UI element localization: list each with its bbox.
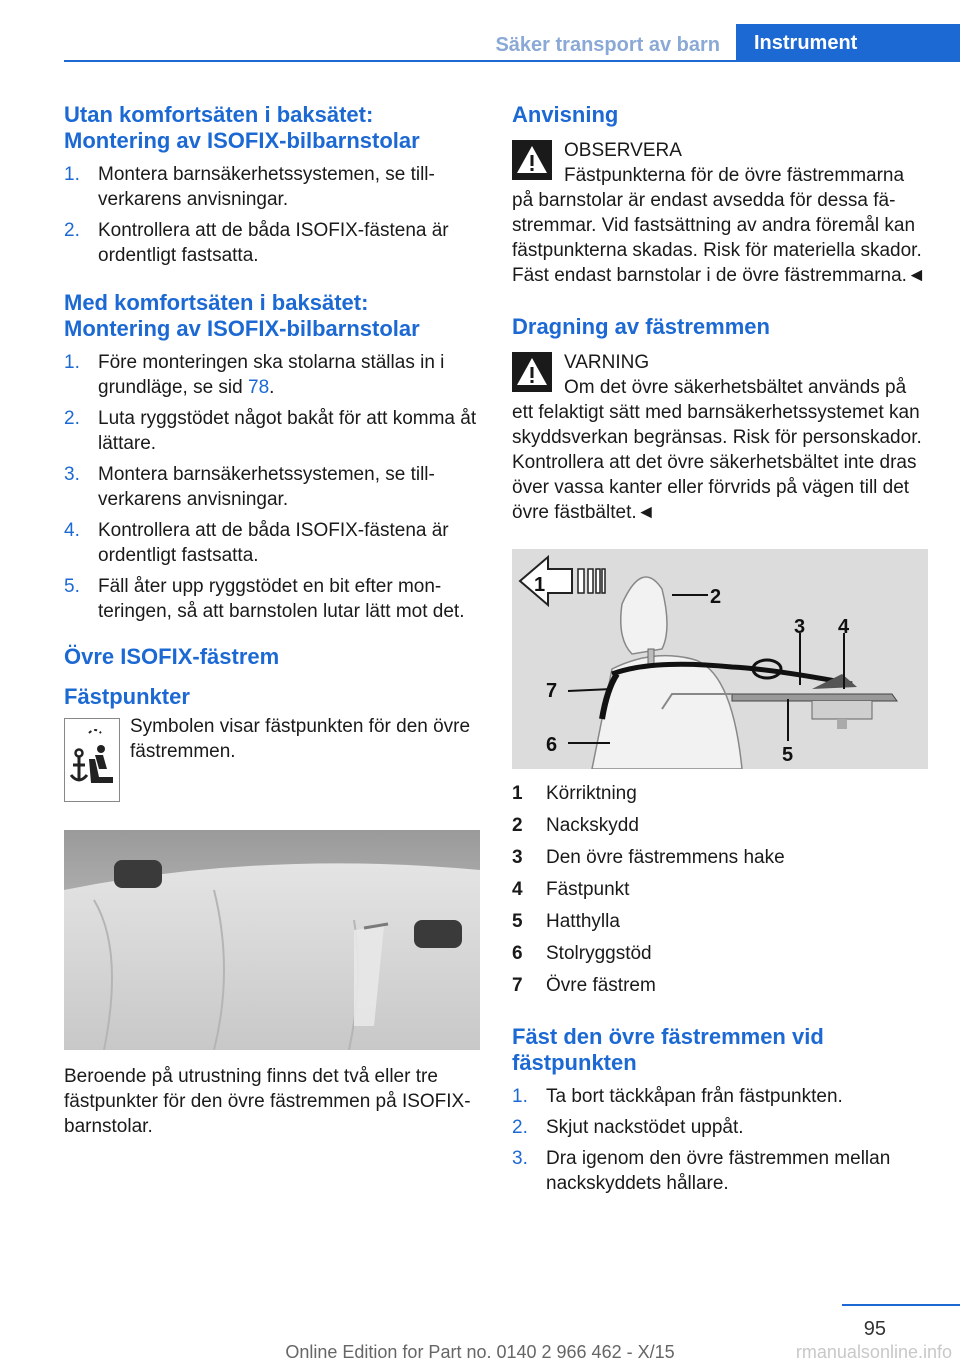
steps-attach-tether — [512, 1084, 928, 1196]
list-item: 6 Stolryggstöd — [512, 943, 652, 964]
page-number: 95 — [863, 1318, 886, 1340]
symbol-block — [64, 714, 480, 806]
symbol-description: Symbolen visar fästpunkten för den övre fästremmen. — [130, 716, 471, 762]
warning-text: Om det övre säkerhetsbältet används på ett felaktigt sätt med barnsäkerhetssystemet kan skyddsverkan begränsas. Risk för personskador. Kontrollera att det övre säkerhetsbältet inte dras över vassa kanter eller förvrids på vägen till det övre fästbältet.◄ — [512, 377, 922, 523]
warning-block — [512, 350, 928, 525]
heading-without-comfort-seats: Utan komfortsäten i baksätet: Montering av ISOFIX-bilbarnstolar — [64, 102, 420, 153]
diagram-label-6: 6 — [546, 734, 558, 756]
left-column — [64, 102, 480, 1139]
page-reference-link[interactable]: 78 — [248, 377, 270, 398]
page-header — [0, 0, 960, 62]
list-item: 1. Montera barnsäkerhetssystemen, se tillverkarens anvisningar. — [64, 164, 435, 210]
header-chapter-tab[interactable]: Instrument — [736, 24, 960, 62]
heading-with-comfort-seats: Med komfortsäten i baksätet: Montering av ISOFIX-bilbarnstolar — [64, 290, 420, 341]
footer-rule — [842, 1304, 960, 1306]
list-item: 1 Körriktning — [512, 783, 637, 804]
steps-with-comfort-seats — [64, 350, 480, 624]
heading-attach-tether: Fäst den övre fästremmen vid fästpunkten — [512, 1024, 824, 1075]
diagram-label-4: 4 — [838, 616, 850, 638]
diagram-label-1: 1 — [534, 574, 546, 596]
heading-strap-routing: Dragning av fästremmen — [512, 314, 770, 339]
list-item: 7 Övre fästrem — [512, 975, 656, 996]
list-item: 3. Montera barnsäkerhetssystemen, se tillverkarens anvisningar. — [64, 464, 435, 510]
header-rule — [64, 60, 960, 62]
warning-triangle-icon — [512, 140, 552, 180]
diagram-legend — [512, 781, 928, 998]
list-item: 2. Kontrollera att de båda ISOFIX-fästena är ordentligt fastsatta. — [64, 220, 449, 266]
warning-triangle-icon — [512, 352, 552, 392]
list-item: 4. Kontrollera att de båda ISOFIX-fästena är ordentligt fastsatta. — [64, 520, 449, 566]
header-section-title: Säker transport av barn — [495, 34, 720, 56]
rear-seat-photo — [64, 830, 480, 1050]
edition-info: Online Edition for Part no. 0140 2 966 462 - X/15 — [285, 1342, 675, 1362]
notice-text: Fästpunkterna för de övre fästremmarna på barnstolar är endast avsedda för dessa fästremmar. Vid fastsättning av andra föremål kan fästpunkterna skadas. Risk för materiella skador. Fäst endast barnstolar i de övre fästremmarna.◄ — [512, 165, 926, 286]
list-item: 2. Luta ryggstödet något bakåt för att komma åt lättare. — [64, 408, 477, 454]
list-item: 4 Fästpunkt — [512, 879, 630, 900]
list-item: 3 Den övre fästremmens hake — [512, 847, 785, 868]
list-item: 5. Fäll åter upp ryggstödet en bit efter monteringen, så att barnstolen lutar lätt mot det. — [64, 576, 465, 622]
heading-anchor-points: Fästpunkter — [64, 684, 190, 709]
diagram-label-3: 3 — [794, 616, 806, 638]
diagram-label-2: 2 — [710, 586, 722, 608]
notice-block — [512, 138, 928, 288]
heading-note: Anvisning — [512, 102, 619, 127]
list-item: 5 Hatthylla — [512, 911, 620, 932]
list-item: 1. Ta bort täckkåpan från fästpunkten. — [512, 1086, 843, 1107]
list-item: 2. Skjut nackstödet uppåt. — [512, 1117, 744, 1138]
heading-upper-isofix-tether: Övre ISOFIX-fästrem — [64, 644, 280, 669]
watermark: rmanualsonline.info — [795, 1342, 952, 1362]
page-footer — [0, 1300, 960, 1362]
right-column — [512, 102, 928, 1208]
list-item: 3. Dra igenom den övre fästremmen mellan nackskyddets hållare. — [512, 1148, 891, 1194]
anchor-points-caption: Beroende på utrustning finns det två eller tre fästpunkter för den övre fästremmen på ISOFIX-barnstolar. — [64, 1066, 471, 1137]
diagram-label-7: 7 — [546, 680, 558, 702]
notice-label: OBSERVERA — [564, 140, 682, 161]
list-item: 2 Nackskydd — [512, 815, 639, 836]
diagram-label-5: 5 — [782, 744, 794, 766]
steps-without-comfort-seats — [64, 162, 480, 268]
warning-label: VARNING — [564, 352, 650, 373]
tether-routing-diagram — [512, 549, 928, 769]
list-item: 1. Före monteringen ska stolarna ställas in i grundläge, se sid 78. — [64, 352, 445, 398]
child-seat-anchor-icon — [64, 718, 120, 802]
